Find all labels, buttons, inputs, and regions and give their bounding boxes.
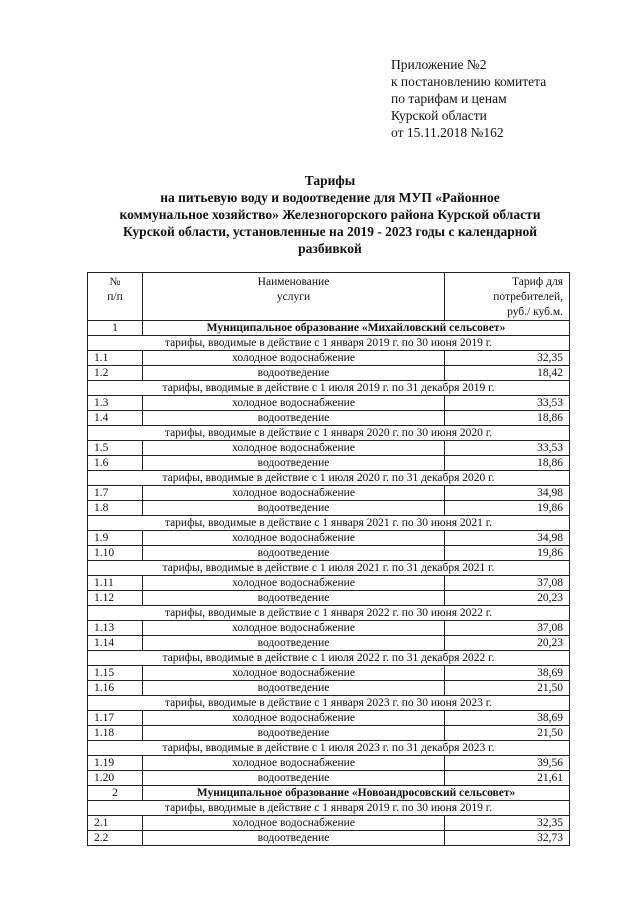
table-row (88, 666, 570, 681)
table-row (88, 411, 570, 426)
table-row (88, 816, 570, 831)
service-name: водоотведение (143, 411, 445, 426)
item-number: 1.2 (88, 366, 143, 381)
period-label: тарифы, вводимые в действие с 1 июля 2019 г. по 31 декабря 2019 г. (88, 381, 570, 396)
period-label: тарифы, вводимые в действие с 1 января 2021 г. по 30 июня 2021 г. (88, 516, 570, 531)
period-label: тарифы, вводимые в действие с 1 января 2022 г. по 30 июня 2022 г. (88, 606, 570, 621)
document-title (60, 172, 600, 257)
service-name: холодное водоснабжение (143, 756, 445, 771)
service-name: водоотведение (143, 366, 445, 381)
municipality-number: 1 (88, 321, 143, 336)
header-tariff-cell (445, 273, 570, 321)
item-number: 1.4 (88, 411, 143, 426)
item-number: 1.10 (88, 546, 143, 561)
header-name-cell (143, 273, 445, 321)
item-number: 1.3 (88, 396, 143, 411)
tariff-table (87, 272, 570, 846)
item-number: 1.9 (88, 531, 143, 546)
municipality-row (88, 321, 570, 336)
period-row (88, 801, 570, 816)
service-name: водоотведение (143, 681, 445, 696)
item-number: 1.20 (88, 771, 143, 786)
table-row (88, 576, 570, 591)
period-label: тарифы, вводимые в действие с 1 июля 2022 г. по 31 декабря 2022 г. (88, 651, 570, 666)
item-number: 1.18 (88, 726, 143, 741)
tariff-value: 19,86 (445, 546, 570, 561)
tariff-value: 34,98 (445, 531, 570, 546)
title-line: разбивкой (298, 241, 362, 256)
title-line: Курской области, установленные на 2019 - 2023 годы с календарной (122, 224, 538, 239)
municipality-row (88, 786, 570, 801)
item-number: 1.15 (88, 666, 143, 681)
period-row (88, 426, 570, 441)
item-number: 2.1 (88, 816, 143, 831)
service-name: холодное водоснабжение (143, 486, 445, 501)
period-row (88, 606, 570, 621)
table-row (88, 531, 570, 546)
service-name: холодное водоснабжение (143, 441, 445, 456)
item-number: 1.14 (88, 636, 143, 651)
header-name-label: услуги (276, 291, 311, 303)
table-row (88, 501, 570, 516)
service-name: водоотведение (143, 771, 445, 786)
period-row (88, 516, 570, 531)
service-name: холодное водоснабжение (143, 351, 445, 366)
tariff-value: 37,08 (445, 621, 570, 636)
service-name: холодное водоснабжение (143, 531, 445, 546)
table-row (88, 771, 570, 786)
header-num-cell (88, 273, 143, 321)
service-name: водоотведение (143, 726, 445, 741)
item-number: 1.13 (88, 621, 143, 636)
tariff-value: 18,86 (445, 456, 570, 471)
tariff-value: 34,98 (445, 486, 570, 501)
header-tariff-label: руб./ куб.м. (507, 306, 563, 318)
period-row (88, 651, 570, 666)
service-name: холодное водоснабжение (143, 666, 445, 681)
table-header-row (88, 273, 570, 321)
period-label: тарифы, вводимые в действие с 1 июля 2020 г. по 31 декабря 2020 г. (88, 471, 570, 486)
title-line: коммунальное хозяйство» Железногорского района Курской области (119, 207, 541, 222)
period-row (88, 381, 570, 396)
tariff-value: 33,53 (445, 441, 570, 456)
table-row (88, 756, 570, 771)
municipality-name: Муниципальное образование «Новоандросовский сельсовет» (143, 786, 570, 801)
item-number: 1.7 (88, 486, 143, 501)
item-number: 1.5 (88, 441, 143, 456)
service-name: водоотведение (143, 456, 445, 471)
item-number: 1.16 (88, 681, 143, 696)
appendix-block (391, 56, 546, 141)
tariff-value: 21,50 (445, 681, 570, 696)
municipality-number: 2 (88, 786, 143, 801)
service-name: холодное водоснабжение (143, 816, 445, 831)
table-row (88, 351, 570, 366)
item-number: 1.8 (88, 501, 143, 516)
table-body (88, 321, 570, 846)
item-number: 1.6 (88, 456, 143, 471)
table-row (88, 726, 570, 741)
appendix-date-line: от 15.11.2018 №162 (391, 125, 504, 140)
tariff-value: 33,53 (445, 396, 570, 411)
period-label: тарифы, вводимые в действие с 1 января 2023 г. по 30 июня 2023 г. (88, 696, 570, 711)
table-row (88, 456, 570, 471)
service-name: водоотведение (143, 501, 445, 516)
service-name: холодное водоснабжение (143, 711, 445, 726)
table-row (88, 681, 570, 696)
period-row (88, 336, 570, 351)
tariff-value: 38,69 (445, 711, 570, 726)
tariff-value: 20,23 (445, 636, 570, 651)
tariff-value: 39,56 (445, 756, 570, 771)
item-number: 1.19 (88, 756, 143, 771)
title-line: на питьевую воду и водоотведение для МУП «Районное (160, 190, 500, 205)
item-number: 1.12 (88, 591, 143, 606)
table-row (88, 831, 570, 846)
service-name: водоотведение (143, 546, 445, 561)
header-tariff-label: Тариф для (512, 276, 563, 288)
tariff-value: 21,61 (445, 771, 570, 786)
tariff-value: 20,23 (445, 591, 570, 606)
table-row (88, 441, 570, 456)
tariff-value: 32,73 (445, 831, 570, 846)
item-number: 1.1 (88, 351, 143, 366)
service-name: водоотведение (143, 831, 445, 846)
item-number: 1.17 (88, 711, 143, 726)
tariff-value: 32,35 (445, 351, 570, 366)
header-num-label: п/п (107, 291, 123, 303)
appendix-line: Курской области (391, 108, 487, 123)
item-number: 2.2 (88, 831, 143, 846)
service-name: водоотведение (143, 591, 445, 606)
period-label: тарифы, вводимые в действие с 1 января 2019 г. по 30 июня 2019 г. (88, 801, 570, 816)
tariff-value: 21,50 (445, 726, 570, 741)
period-row (88, 561, 570, 576)
appendix-line: по тарифам и ценам (391, 91, 507, 106)
item-number: 1.11 (88, 576, 143, 591)
tariff-value: 18,42 (445, 366, 570, 381)
service-name: холодное водоснабжение (143, 396, 445, 411)
appendix-line: к постановлению комитета (391, 74, 547, 89)
service-name: холодное водоснабжение (143, 576, 445, 591)
period-row (88, 471, 570, 486)
tariff-value: 19,86 (445, 501, 570, 516)
header-tariff-label: потребителей, (493, 291, 563, 303)
table-row (88, 546, 570, 561)
tariff-value: 32,35 (445, 816, 570, 831)
service-name: холодное водоснабжение (143, 621, 445, 636)
tariff-value: 37,08 (445, 576, 570, 591)
table-row (88, 591, 570, 606)
period-label: тарифы, вводимые в действие с 1 июля 2023 г. по 31 декабря 2023 г. (88, 741, 570, 756)
period-label: тарифы, вводимые в действие с 1 января 2019 г. по 30 июня 2019 г. (88, 336, 570, 351)
period-label: тарифы, вводимые в действие с 1 января 2020 г. по 30 июня 2020 г. (88, 426, 570, 441)
table-row (88, 396, 570, 411)
tariff-value: 18,86 (445, 411, 570, 426)
table-row (88, 366, 570, 381)
table-row (88, 636, 570, 651)
period-row (88, 696, 570, 711)
tariff-value: 38,69 (445, 666, 570, 681)
title-line: Тарифы (304, 173, 356, 188)
period-label: тарифы, вводимые в действие с 1 июля 2021 г. по 31 декабря 2021 г. (88, 561, 570, 576)
period-row (88, 741, 570, 756)
municipality-name: Муниципальное образование «Михайловский сельсовет» (143, 321, 570, 336)
service-name: водоотведение (143, 636, 445, 651)
appendix-line: Приложение №2 (391, 57, 487, 72)
table-row (88, 486, 570, 501)
header-name-label: Наименование (257, 276, 330, 288)
table-row (88, 711, 570, 726)
table-row (88, 621, 570, 636)
header-num-label: № (109, 276, 121, 288)
